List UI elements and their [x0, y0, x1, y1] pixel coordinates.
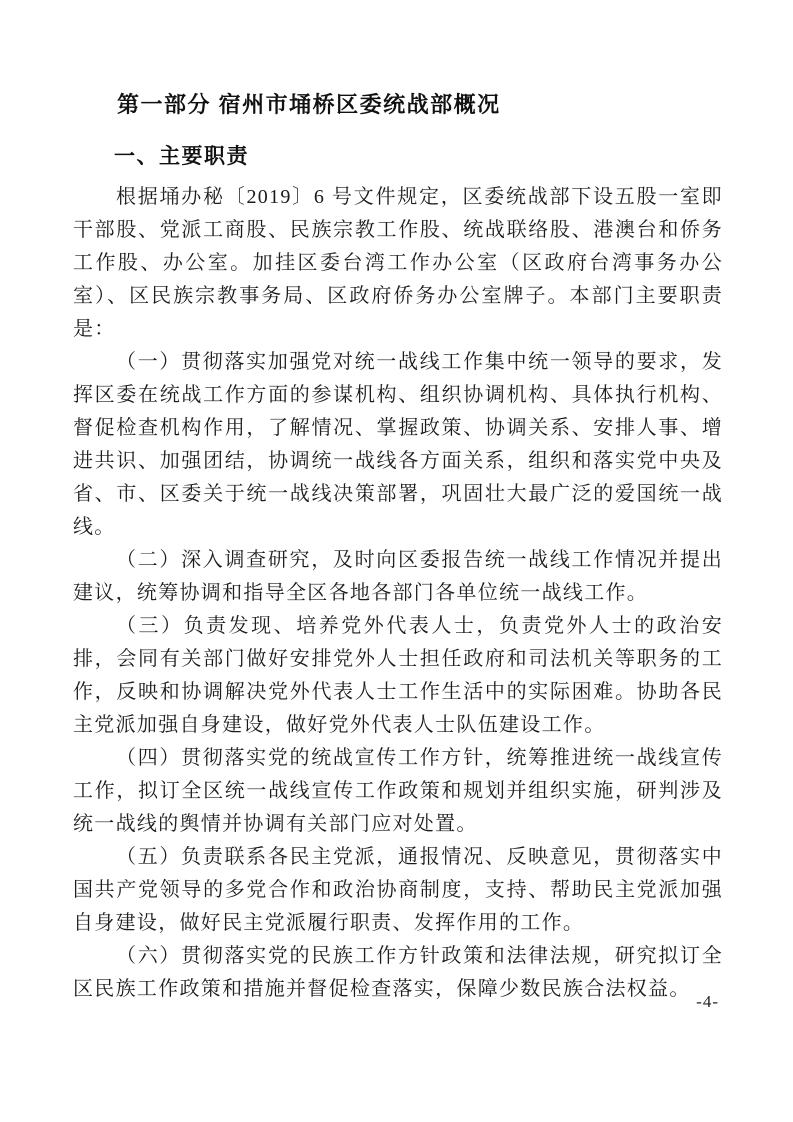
- document-body: [73, 181, 723, 1006]
- page-title: 第一部分 宿州市埇桥区委统战部概况: [117, 92, 501, 117]
- body-paragraph: （二）深入调查研究，及时向区委报告统一战线工作情况并提出建议，统筹协调和指导全区各地各部门各单位统一战线工作。: [73, 549, 723, 604]
- body-paragraph: （一）贯彻落实加强党对统一战线工作集中统一领导的要求，发挥区委在统战工作方面的参谋机构、组织协调机构、具体执行机构、督促检查机构作用，了解情况、掌握政策、协调关系、安排人事、增进共识、加强团结，协调统一战线各方面关系，组织和落实党中央及省、市、区委关于统一战线决策部署，巩固壮大最广泛的爱国统一战线。: [73, 351, 723, 538]
- document-content: [73, 88, 723, 1006]
- page-number: -4-: [696, 992, 719, 1011]
- body-paragraph: （三）负责发现、培养党外代表人士，负责党外人士的政治安排，会同有关部门做好安排党外人士担任政府和司法机关等职务的工作，反映和协调解决党外代表人士工作生活中的实际困难。协助各民主党派加强自身建设，做好党外代表人士队伍建设工作。: [73, 615, 723, 736]
- body-paragraph: （四）贯彻落实党的统战宣传工作方针，统筹推进统一战线宣传工作，拟订全区统一战线宣传工作政策和规划并组织实施，研判涉及统一战线的舆情并协调有关部门应对处置。: [73, 747, 723, 835]
- body-paragraph: （六）贯彻落实党的民族工作方针政策和法律法规，研究拟订全区民族工作政策和措施并督促检查落实，保障少数民族合法权益。: [73, 945, 723, 1000]
- body-paragraph: （五）负责联系各民主党派，通报情况、反映意见，贯彻落实中国共产党领导的多党合作和政治协商制度，支持、帮助民主党派加强自身建设，做好民主党派履行职责、发挥作用的工作。: [73, 846, 723, 934]
- body-paragraph: 根据埇办秘〔2019〕6 号文件规定，区委统战部下设五股一室即干部股、党派工商股、民族宗教工作股、统战联络股、港澳台和侨务工作股、办公室。加挂区委台湾工作办公室（区政府台湾事务办公室）、区民族宗教事务局、区政府侨务办公室牌子。本部门主要职责是：: [73, 186, 723, 340]
- section-heading: 一、主要职责: [114, 145, 249, 168]
